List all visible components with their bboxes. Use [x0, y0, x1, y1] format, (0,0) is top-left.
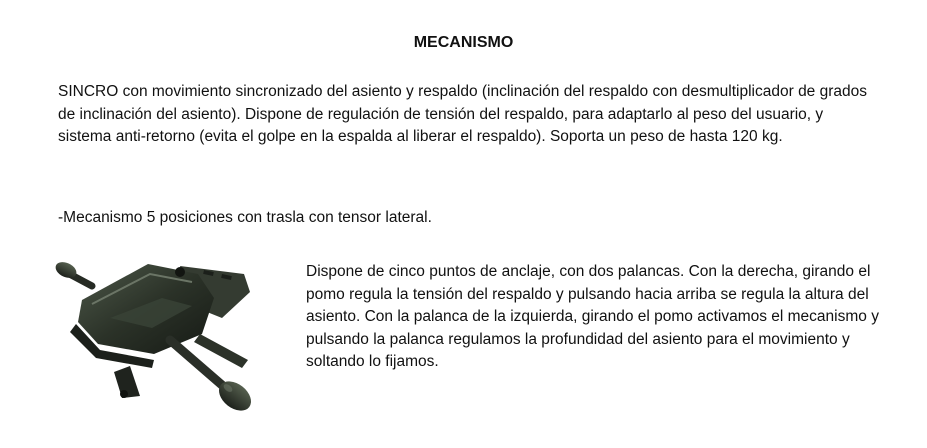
mechanism-description: Dispone de cinco puntos de anclaje, con dos palancas. Con la derecha, girando el pomo regula la tensión del respaldo y pulsando hacia arriba se regula la altura del asiento. Con la palanca de la izquierda, girando el pomo activamos el mecanismo y pulsando la palanca regulamos la profundidad del asiento para el movimiento y soltando lo fijamos.	[306, 263, 879, 370]
mechanism-type-line: -Mecanismo 5 posiciones con trasla con tensor lateral.	[58, 209, 432, 226]
chair-mechanism-image	[52, 248, 260, 420]
page-title: MECANISMO	[413, 34, 514, 51]
intro-paragraph: SINCRO con movimiento sincronizado del asiento y respaldo (inclinación del respaldo con desmultiplicador de grados de inclinación del asiento). Dispone de regulación de tensión del respaldo, para adaptarlo al peso del usuario, y sistema anti-retorno (evita el golpe en la espalda al liberar el respaldo). Soporta un peso de hasta 120 kg.	[58, 83, 868, 145]
